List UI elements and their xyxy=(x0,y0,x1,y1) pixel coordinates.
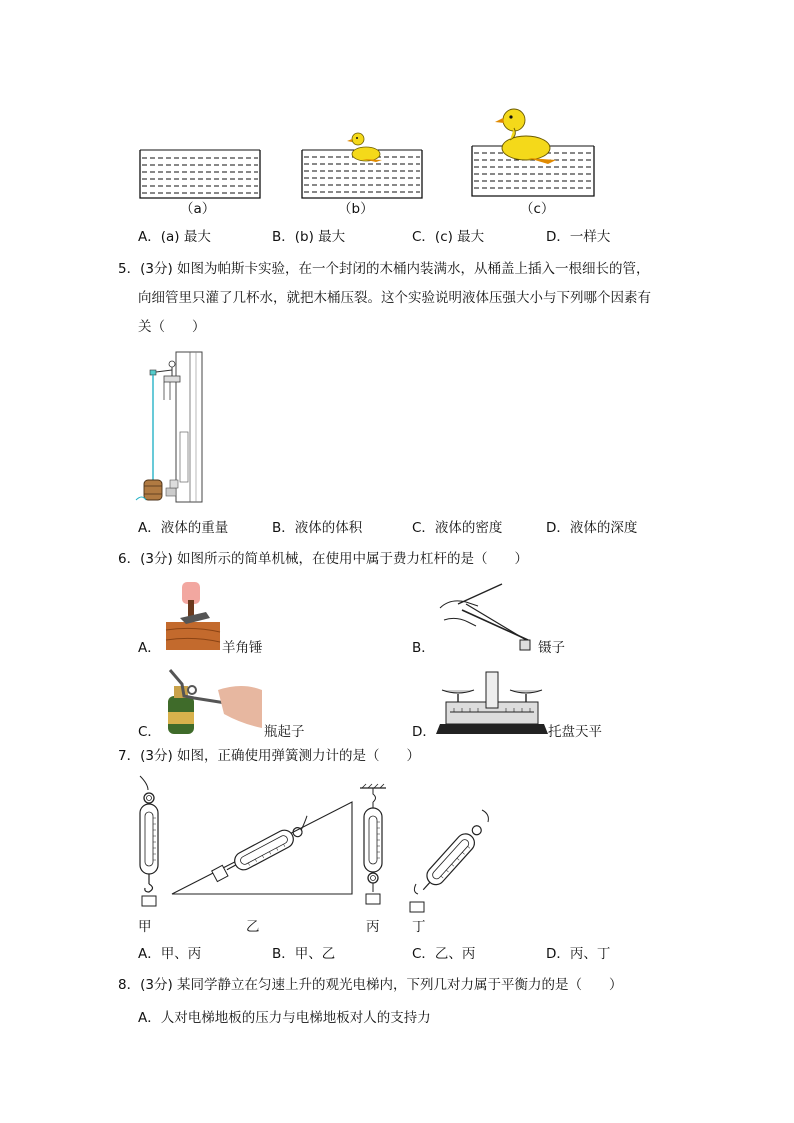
q6-option-b-letter[interactable]: B． xyxy=(412,640,435,656)
q6-option-c-caption: 瓶起子 xyxy=(264,724,305,740)
tank-b-figure xyxy=(300,126,424,200)
tank-a-figure xyxy=(138,148,262,200)
tank-c-figure xyxy=(470,102,596,200)
spring-scale-jia-figure xyxy=(134,774,164,916)
bottle-opener-image[interactable] xyxy=(162,668,262,734)
spring-scale-yi-figure xyxy=(170,800,356,898)
q6-option-d-caption: 托盘天平 xyxy=(548,724,602,740)
q5-stem-line1: 5．(3分) 如图为帕斯卡实验，在一个封闭的木桶内装满水，从桶盖上插入一根细长的管， xyxy=(118,261,650,277)
tank-b-label: （b） xyxy=(338,201,374,217)
large-duck-icon xyxy=(495,109,556,164)
q5-option-b[interactable]: B．液体的体积 xyxy=(272,520,363,536)
q6-option-d-letter[interactable]: D． xyxy=(412,724,436,740)
tray-balance-image[interactable] xyxy=(436,668,548,736)
q7-label-bing: 丙 xyxy=(366,919,380,935)
q5-option-a[interactable]: A．液体的重量 xyxy=(138,520,229,536)
q5-stem-line2: 向细管里只灌了几杯水，就把木桶压裂。这个实验说明液体压强大小与下列哪个因素有 xyxy=(138,290,651,306)
q5-option-d[interactable]: D．液体的深度 xyxy=(546,520,638,536)
q6-option-a-letter[interactable]: A． xyxy=(138,640,161,656)
q7-option-b[interactable]: B．甲、乙 xyxy=(272,946,336,962)
q7-stem: 7．(3分) 如图，正确使用弹簧测力计的是（ ） xyxy=(118,748,421,764)
tank-c-label: （c） xyxy=(520,201,555,217)
q7-option-d[interactable]: D．丙、丁 xyxy=(546,946,611,962)
q4-option-a[interactable]: A．(a) 最大 xyxy=(138,229,211,245)
q7-label-yi: 乙 xyxy=(246,919,260,935)
q4-option-d[interactable]: D．一样大 xyxy=(546,229,611,245)
q7-label-ding: 丁 xyxy=(412,919,426,935)
q5-stem-line3: 关（ ） xyxy=(138,319,206,335)
small-duck-icon xyxy=(347,133,382,162)
spring-scale-ding-figure xyxy=(404,808,496,916)
q7-label-jia: 甲 xyxy=(138,919,152,935)
q6-stem: 6．(3分) 如图所示的简单机械，在使用中属于费力杠杆的是（ ） xyxy=(118,551,529,567)
claw-hammer-image[interactable] xyxy=(166,578,220,650)
pascal-barrel-figure xyxy=(136,350,204,504)
q7-option-c[interactable]: C．乙、丙 xyxy=(412,946,476,962)
spring-scale-bing-figure xyxy=(358,784,390,918)
q4-option-b[interactable]: B．(b) 最大 xyxy=(272,229,346,245)
q8-option-a[interactable]: A．人对电梯地板的压力与电梯地板对人的支持力 xyxy=(138,1010,431,1026)
q6-option-a-caption: 羊角锤 xyxy=(222,640,263,656)
q7-option-a[interactable]: A．甲、丙 xyxy=(138,946,202,962)
q8-stem: 8．(3分) 某同学静立在匀速上升的观光电梯内，下列几对力属于平衡力的是（ ） xyxy=(118,977,623,993)
q5-option-c[interactable]: C．液体的密度 xyxy=(412,520,503,536)
q4-option-c[interactable]: C．(c) 最大 xyxy=(412,229,485,245)
q6-option-c-letter[interactable]: C． xyxy=(138,724,161,740)
tweezers-image[interactable] xyxy=(436,582,536,654)
tank-a-label: （a） xyxy=(180,201,216,217)
q6-option-b-caption: 镊子 xyxy=(538,640,565,656)
